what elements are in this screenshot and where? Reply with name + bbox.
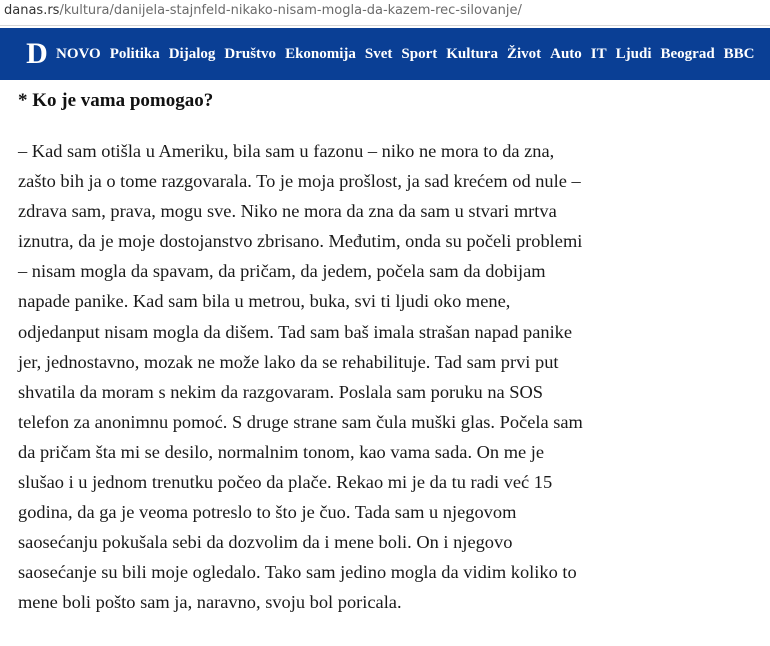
site-navbar	[0, 28, 770, 80]
answer-line: godina, da ga je veoma potreslo to što je čuo. Tada sam u njegovom	[18, 502, 517, 523]
nav-item-politika[interactable]: Politika	[109, 45, 160, 62]
article-body	[18, 86, 718, 618]
answer-line: – nisam mogla da spavam, da pričam, da jedem, počela sam da dobijam	[18, 261, 546, 282]
nav-item-svet[interactable]: Svet	[364, 45, 393, 62]
answer-line: zdrava sam, prava, mogu sve. Niko ne mora da zna da sam u stvari mrtva	[18, 201, 557, 222]
interview-question: * Ko je vama pomogao?	[18, 90, 214, 111]
nav-item-kultura[interactable]: Kultura	[446, 45, 498, 62]
answer-line: odjedanput nisam mogla da dišem. Tad sam baš imala strašan napad panike	[18, 321, 573, 342]
answer-line: telefon za anonimnu pomoć. S druge strane sam čula muški glas. Počela sam	[18, 411, 583, 432]
answer-line: shvatila da moram s nekim da razgovaram. Poslala sam poruku na SOS	[18, 381, 544, 402]
answer-line: saosećanju pokušala sebi da dozvolim da i mene boli. On i njegovo	[18, 532, 513, 553]
answer-line: iznutra, da je moje dostojanstvo zbrisano. Međutim, onda su počeli problemi	[18, 231, 583, 252]
answer-line: mene boli pošto sam ja, naravno, svoju bol poricala.	[18, 592, 402, 613]
nav-item-sport[interactable]: Sport	[401, 45, 438, 62]
nav-item-dijalog[interactable]: Dijalog	[168, 45, 216, 62]
nav-item-novo[interactable]: NOVO	[56, 45, 101, 62]
answer-line: slušao i u jednom trenutku počeo da plače. Rekao mi je da tu radi već 15	[18, 472, 553, 493]
nav-item-ljudi[interactable]: Ljudi	[615, 45, 652, 62]
url-domain: danas.rs	[4, 3, 60, 18]
answer-line: – Kad sam otišla u Ameriku, bila sam u fazonu – niko ne mora to da zna,	[18, 141, 555, 161]
site-logo[interactable]: D	[26, 37, 48, 70]
url-text[interactable]	[4, 3, 522, 18]
answer-line: saosećanje su bili moje ogledalo. Tako sam jedino mogla da vidim koliko to	[18, 562, 577, 583]
nav-item-ekonomija[interactable]: Ekonomija	[285, 45, 356, 62]
answer-paragraph	[18, 136, 718, 618]
nav-item-beograd[interactable]: Beograd	[660, 45, 715, 62]
answer-line: jer, jednostavno, mozak ne može lako da se rehabilituje. Tad sam prvi put	[18, 351, 559, 372]
nav-item-zivot[interactable]: Život	[506, 45, 542, 62]
nav-item-auto[interactable]: Auto	[550, 45, 582, 62]
answer-line: da pričam šta mi se desilo, normalnim tonom, kao vama sada. On me je	[18, 441, 545, 462]
nav-item-bbc[interactable]: BBC	[723, 45, 755, 62]
answer-line: zašto bih ja o tome razgovarala. To je moja prošlost, ja sad krećem od nule –	[18, 171, 581, 192]
answer-line: napade panike. Kad sam bila u metrou, buka, svi ti ljudi oko mene,	[18, 291, 511, 312]
nav-item-it[interactable]: IT	[590, 45, 607, 62]
url-path: /kultura/danijela-stajnfeld-nikako-nisam-mogla-da-kazem-rec-silovanje/	[59, 3, 522, 18]
address-bar[interactable]	[0, 0, 770, 26]
nav-menu	[56, 46, 764, 63]
nav-item-drustvo[interactable]: Društvo	[224, 45, 277, 62]
